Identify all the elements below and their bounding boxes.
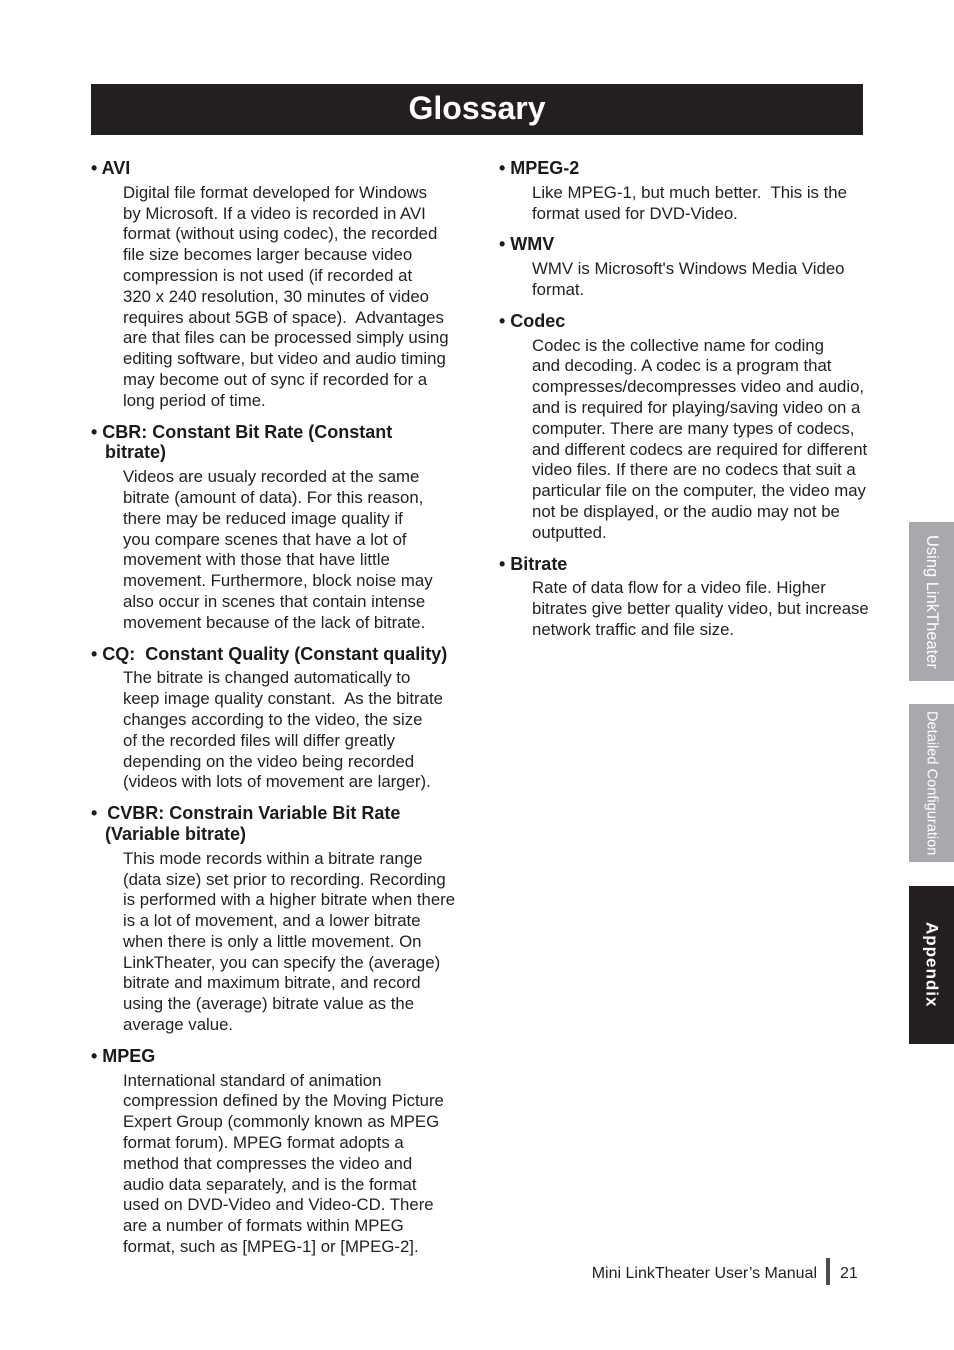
definition-line: requires about 5GB of space). Advantages: [123, 307, 444, 327]
definition-line: and decoding. A codec is a program that: [532, 356, 832, 376]
definition-line: audio data separately, and is the format: [123, 1174, 417, 1194]
term-heading: [91, 158, 481, 179]
definition-line: by Microsoft. If a video is recorded in AVI: [123, 203, 426, 223]
definition-line: used on DVD-Video and Video-CD. There: [123, 1195, 434, 1215]
definition: [499, 336, 899, 544]
side-tab-label: Using LinkTheater: [923, 534, 941, 669]
definition-line: and different codecs are required for different: [532, 439, 868, 459]
term-heading-line: • Codec: [499, 310, 566, 331]
definition-line: when there is only a little movement. On: [123, 931, 422, 951]
definition-line: changes according to the video, the size: [123, 709, 423, 729]
page-number: 21: [840, 1265, 858, 1282]
definition-line: (data size) set prior to recording. Recording: [123, 869, 446, 889]
definition-line: method that compresses the video and: [123, 1153, 413, 1173]
term-heading: [91, 644, 481, 665]
entry-mpeg: [91, 1046, 481, 1258]
definition-line: bitrates give better quality video, but increase: [532, 599, 869, 619]
term-heading: [499, 158, 899, 179]
term-heading-line: (Variable bitrate): [105, 823, 247, 844]
term-heading-line: • CVBR: Constrain Variable Bit Rate: [91, 803, 401, 824]
definition-line: bitrate (amount of data). For this reason,: [123, 487, 424, 507]
term-heading: [499, 311, 899, 332]
definition-line: long period of time.: [123, 390, 266, 410]
definition: [91, 467, 481, 633]
definition-line: is performed with a higher bitrate when there: [123, 890, 456, 910]
definition-line: using the (average) bitrate value as the: [123, 994, 415, 1014]
term-heading: [499, 234, 899, 255]
definition-line: 320 x 240 resolution, 30 minutes of video: [123, 286, 429, 306]
definition-line: movement because of the lack of bitrate.: [123, 612, 426, 632]
side-tab-detailed-configuration: [909, 704, 954, 862]
definition-line: and is required for playing/saving video on a: [532, 397, 861, 417]
title-bar: [91, 84, 863, 135]
entry-cq: [91, 644, 481, 794]
definition-line: file size becomes larger because video: [123, 245, 413, 265]
definition-line: LinkTheater, you can specify the (average): [123, 952, 441, 972]
definition-line: not be displayed, or the audio may not be: [532, 501, 840, 521]
term-heading-line: • AVI: [91, 158, 131, 178]
definition-line: This mode records within a bitrate range: [123, 848, 423, 868]
definition-line: is a lot of movement, and a lower bitrate: [123, 911, 421, 931]
definition-line: Rate of data flow for a video file. Higher: [532, 578, 826, 598]
definition-line: editing software, but video and audio timing: [123, 349, 446, 369]
definition-line: The bitrate is changed automatically to: [123, 668, 411, 688]
page-title: Glossary: [408, 90, 546, 126]
definition-line: format used for DVD-Video.: [532, 203, 738, 223]
definition-line: format.: [532, 279, 585, 299]
definition-line: Digital file format developed for Windows: [123, 182, 428, 202]
definition-line: format, such as [MPEG-1] or [MPEG-2].: [123, 1237, 419, 1257]
definition-line: average value.: [123, 1015, 234, 1035]
right-column: [499, 158, 899, 651]
entry-mpeg-2: [499, 158, 899, 224]
definition-line: WMV is Microsoft's Windows Media Video: [532, 259, 845, 279]
term-heading-line: • Bitrate: [499, 553, 568, 574]
footer-separator: [826, 1258, 830, 1285]
definition-line: compression is not used (if recorded at: [123, 265, 413, 285]
definition-line: format forum). MPEG format adopts a: [123, 1133, 404, 1153]
entry-cvbr: [91, 803, 481, 1036]
definition-line: compresses/decompresses video and audio,: [532, 377, 865, 397]
side-tab-using-linktheater: [909, 522, 954, 681]
side-tab-label: Detailed Configuration: [923, 710, 940, 856]
definition-line: movement. Furthermore, block noise may: [123, 571, 433, 591]
definition-line: Like MPEG-1, but much better. This is the: [532, 182, 847, 202]
definition-line: Codec is the collective name for coding: [532, 335, 824, 355]
definition-line: Videos are usualy recorded at the same: [123, 467, 420, 487]
definition-line: format (without using codec), the recorded: [123, 224, 438, 244]
entry-cbr: [91, 422, 481, 634]
definition-line: video files. If there are no codecs that suit a: [532, 460, 856, 480]
definition-line: are that files can be processed simply using: [123, 328, 449, 348]
term-heading: [91, 1046, 481, 1067]
definition: [91, 183, 481, 412]
definition-line: computer. There are many types of codecs,: [532, 418, 855, 438]
definition-line: International standard of animation: [123, 1070, 382, 1090]
definition: [499, 183, 899, 225]
term-heading-line: • MPEG-2: [499, 158, 580, 178]
definition-line: network traffic and file size.: [532, 619, 735, 639]
entry-avi: [91, 158, 481, 412]
term-heading: [499, 554, 899, 575]
left-column: [91, 158, 481, 1268]
definition: [91, 849, 481, 1036]
definition-line: are a number of formats within MPEG: [123, 1216, 404, 1236]
definition-line: there may be reduced image quality if: [123, 508, 403, 528]
definition-line: particular file on the computer, the video may: [532, 481, 866, 501]
definition-line: of the recorded files will differ greatly: [123, 730, 396, 750]
definition-line: you compare scenes that have a lot of: [123, 529, 407, 549]
definition-line: may become out of sync if recorded for a: [123, 369, 428, 389]
term-heading: [91, 422, 481, 464]
definition-line: movement with those that have little: [123, 550, 390, 570]
definition-line: compression defined by the Moving Picture: [123, 1091, 444, 1111]
definition: [91, 668, 481, 793]
term-heading-line: bitrate): [105, 442, 167, 463]
term-heading-line: • WMV: [499, 234, 555, 255]
definition-line: keep image quality constant. As the bitrate: [123, 689, 443, 709]
entry-bitrate: [499, 554, 899, 641]
entry-wmv: [499, 234, 899, 300]
term-heading: [91, 803, 481, 845]
footer-manual-title: Mini LinkTheater User’s Manual: [591, 1265, 817, 1282]
term-heading-line: • CBR: Constant Bit Rate (Constant: [91, 421, 393, 442]
definition-line: Expert Group (commonly known as MPEG: [123, 1112, 440, 1132]
definition: [499, 259, 899, 301]
term-heading-line: • CQ: Constant Quality (Constant quality): [91, 643, 448, 664]
entry-codec: [499, 311, 899, 544]
definition: [499, 578, 899, 640]
definition-line: depending on the video being recorded: [123, 751, 415, 771]
definition-line: also occur in scenes that contain intense: [123, 591, 426, 611]
side-tab-label: Appendix: [922, 922, 942, 1008]
side-tab-appendix: [909, 886, 954, 1044]
definition: [91, 1071, 481, 1258]
definition-line: outputted.: [532, 522, 607, 542]
definition-line: bitrate and maximum bitrate, and record: [123, 973, 421, 993]
term-heading-line: • MPEG: [91, 1045, 156, 1066]
definition-line: (videos with lots of movement are larger).: [123, 772, 431, 792]
